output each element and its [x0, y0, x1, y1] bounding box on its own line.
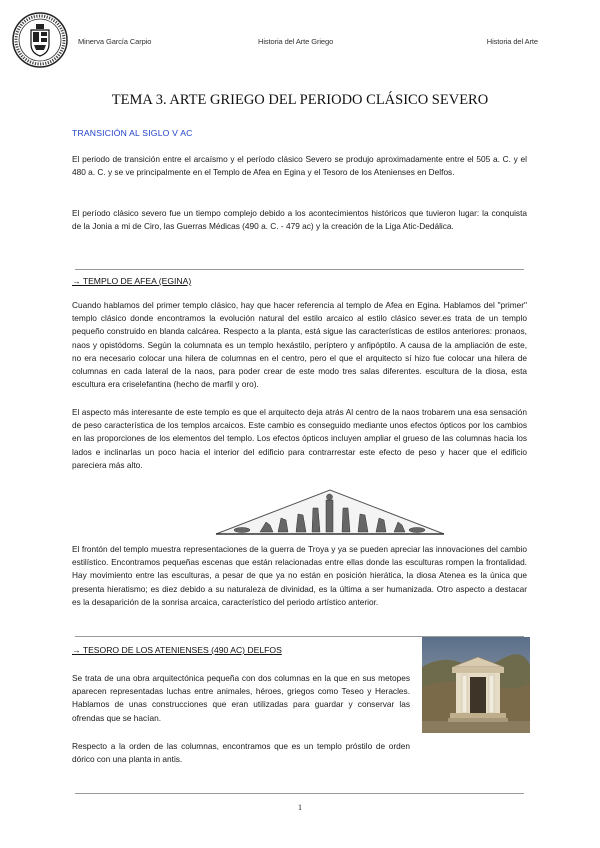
treasury-of-athenians-photo	[422, 637, 530, 733]
section-heading-transition: TRANSICIÓN AL SIGLO V AC	[72, 128, 193, 138]
divider	[75, 269, 524, 270]
paragraph-tesoro-1: Se trata de una obra arquitectónica pequeña con dos columnas en la que en sus metopes aparecen representadas luchas entre animales, héroes, griegos como Teseo y Heracles. Hablamos de unas construcciones que eran utilizadas para guardar y conservar las ofrendas que se hacían.	[72, 673, 410, 723]
header-author: Minerva García Carpio	[78, 37, 152, 46]
header-subject: Historia del Arte	[486, 37, 538, 46]
page-number: 1	[298, 803, 302, 812]
header-course: Historia del Arte Griego	[258, 37, 334, 46]
paragraph-afea-1: Cuando hablamos del primer templo clásico, hay que hacer referencia al templo de Afea en Egina. Hablamos del "primer" templo clásico donde encontramos la evolución natural del estilo arcaico al estilo clásico sever.es trata de un templo pequeño construido en blanda calcárea. Respecto a la planta, está sigue las características de estilos anteriores: pronaos, naos y opistódoms. Según la columnata es un templo hexástilo, períptero y anfipóptilo. A causa de la ampliación de este, no era necesario colocar una hilera de columnas en el centro, pero el que el arquitecto sí hizo fue colocar una hilera de columnas en cada lateral de la naos, para poder crear de este modo tres salas diferentes. escultura de la diosa, esta escultura era criselefantina (hecho de marfil y oro).	[72, 300, 527, 390]
section-heading-tesoro: → TESORO DE LOS ATENIENSES (490 AC) DELFOS	[72, 645, 282, 655]
paragraph-tesoro-2: Respecto a la orden de las columnas, encontramos que es un templo próstilo de orden dórico con una planta in antis.	[72, 741, 410, 765]
pediment-frieze-image	[212, 486, 448, 538]
university-seal-logo	[12, 12, 68, 68]
divider	[75, 793, 524, 794]
paragraph-afea-2: El aspecto más interesante de este templo es que el arquitecto deja atrás Al centro de la naos trobarem una esa sensación de peso característica de los templos arcaicos. Este cambio es conseguido mediante unos efectos ópticos por los cambios en las proporciones de los elementos del templo. Los efectos ópticos incluyen ampliar el grueso de las columnas hacia los lados e inclinarlas un poco hacia el interior del edificio para contrarrestar este efecto de peso y hacer que el edificio pareciera más alto.	[72, 407, 527, 470]
page-title: TEMA 3. ARTE GRIEGO DEL PERIODO CLÁSICO SEVERO	[111, 92, 489, 108]
paragraph-transition-2: El período clásico severo fue un tiempo complejo debido a los acontecimientos históricos que tuvieron lugar: la conquista de la Jonia a mi de Ciro, las Guerras Médicas (490 a. C. - 479 ac) y la creación de la Liga Atic-Dedálica.	[72, 208, 527, 232]
paragraph-transition-1: El periodo de transición entre el arcaísmo y el período clásico Severo se produjo aproximadamente entre el 505 a. C. y el 480 a. C. y se ve principalmente en el Templo de Afea en Egina y el Tesoro de los Atenienses en Delfos.	[72, 154, 527, 178]
section-heading-afea: → TEMPLO DE AFEA (EGINA)	[72, 276, 192, 286]
paragraph-afea-3: El frontón del templo muestra representaciones de la guerra de Troya y ya se pueden apreciar las innovaciones del cambio estilístico. Encontramos pequeñas escenas que están relacionadas entre ellas donde las esculturas rompen la frontalidad. Hay movimiento entre las esculturas, a pesar de que ya no están en posición hierática, la diosa Atenea es la única que presenta hieratismo; es diez debido a su naturaleza de divinidad, es la última a ser humanizada. Otro aspecto a destacar es la desaparición de la sonrisa arcaica, característico del periodo artístico anterior.	[72, 544, 527, 607]
